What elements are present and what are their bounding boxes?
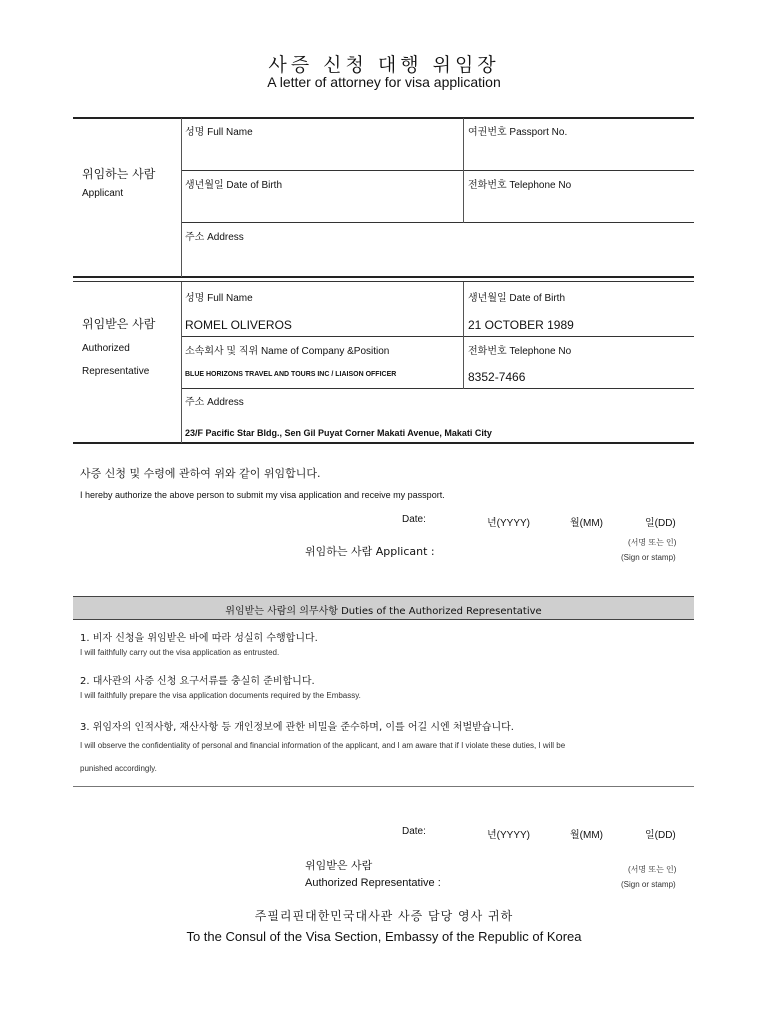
duties-bottom-border bbox=[73, 786, 694, 787]
authorization-statement-korean: 사증 신청 및 수령에 관하여 위와 같이 위임합니다. bbox=[80, 467, 321, 480]
applicant-row-divider-1 bbox=[181, 170, 694, 171]
duty-3-korean: 3. 위임자의 인적사항, 재산사항 등 개인정보에 관한 비밀을 준수하며, 이를 어길 시엔 처벌받습니다. bbox=[80, 722, 514, 733]
applicant-sign-english: (Sign or stamp) bbox=[621, 553, 676, 562]
duty-3-english-continued: punished accordingly. bbox=[80, 764, 157, 773]
authorization-statement-english: I hereby authorize the above person to submit my visa application and receive my passport. bbox=[80, 490, 445, 500]
representative-label-english-2: Representative bbox=[82, 366, 150, 377]
representative-row-divider-2 bbox=[181, 388, 694, 389]
applicant-row-divider-2 bbox=[181, 222, 694, 223]
representative-day-label: 일(DD) bbox=[645, 830, 676, 841]
applicant-address-label: 주소 Address bbox=[185, 232, 244, 243]
duty-1-korean: 1. 비자 신청을 위임받은 바에 따라 성실히 수행합니다. bbox=[80, 633, 318, 644]
footer-korean: 주필리핀대한민국대사관 사증 담당 영사 귀하 bbox=[254, 909, 514, 923]
representative-column-divider bbox=[463, 282, 464, 389]
duty-2-korean: 2. 대사관의 사증 신청 요구서류를 충실히 준비합니다. bbox=[80, 676, 315, 687]
applicant-month-label: 월(MM) bbox=[570, 518, 603, 529]
representative-year-label: 년(YYYY) bbox=[487, 830, 530, 841]
representative-label-divider bbox=[181, 282, 182, 443]
representative-telephone-label: 전화번호 Telephone No bbox=[468, 346, 572, 357]
representative-company-label: 소속회사 및 직위 Name of Company &Position bbox=[185, 346, 390, 357]
applicant-sign-korean: (서명 또는 인) bbox=[628, 538, 677, 547]
applicant-column-divider bbox=[463, 118, 464, 223]
applicant-label-divider bbox=[181, 118, 182, 277]
duties-title: 위임받는 사람의 의무사항 Duties of the Authorized Representative bbox=[225, 606, 542, 617]
representative-full-name-value: ROMEL OLIVEROS bbox=[185, 318, 292, 332]
representative-label-english-1: Authorized bbox=[82, 343, 130, 354]
representative-sign-english: (Sign or stamp) bbox=[621, 880, 676, 889]
representative-label-korean: 위임받은 사람 bbox=[82, 317, 156, 331]
applicant-passport-label: 여권번호 Passport No. bbox=[468, 127, 568, 138]
duty-1-english: I will faithfully carry out the visa application as entrusted. bbox=[80, 648, 280, 657]
duties-header bbox=[73, 596, 694, 620]
applicant-full-name-label: 성명 Full Name bbox=[185, 127, 253, 138]
representative-address-label: 주소 Address bbox=[185, 397, 244, 408]
representative-top-border bbox=[73, 281, 694, 282]
representative-date-label: Date: bbox=[402, 826, 426, 837]
applicant-bottom-border bbox=[73, 276, 694, 278]
representative-month-label: 월(MM) bbox=[570, 830, 603, 841]
representative-telephone-value: 8352-7466 bbox=[468, 370, 526, 384]
document-title-english: A letter of attorney for visa application bbox=[267, 74, 501, 90]
representative-signer-english: Authorized Representative : bbox=[305, 877, 441, 889]
applicant-signer-label: 위임하는 사람 Applicant : bbox=[305, 545, 435, 558]
applicant-label-korean: 위임하는 사람 bbox=[82, 167, 156, 181]
duty-3-english: I will observe the confidentiality of personal and financial information of the applicant, and I am aware that if I violate these duties, I will be bbox=[80, 741, 566, 750]
applicant-top-border bbox=[73, 117, 694, 119]
applicant-date-label: Date: bbox=[402, 514, 426, 525]
representative-company-value: BLUE HORIZONS TRAVEL AND TOURS INC / LIAISON OFFICER bbox=[185, 371, 397, 378]
applicant-dob-label: 생년월일 Date of Birth bbox=[185, 180, 282, 191]
representative-sign-korean: (서명 또는 인) bbox=[628, 865, 677, 874]
applicant-year-label: 년(YYYY) bbox=[487, 518, 530, 529]
representative-signer-korean: 위임받은 사람 bbox=[305, 859, 373, 872]
applicant-day-label: 일(DD) bbox=[645, 518, 676, 529]
applicant-telephone-label: 전화번호 Telephone No bbox=[468, 180, 572, 191]
duty-2-english: I will faithfully prepare the visa application documents required by the Embassy. bbox=[80, 691, 361, 700]
representative-address-value: 23/F Pacific Star Bldg., Sen Gil Puyat Corner Makati Avenue, Makati City bbox=[185, 428, 492, 438]
representative-full-name-label: 성명 Full Name bbox=[185, 293, 253, 304]
representative-row-divider-1 bbox=[181, 336, 694, 337]
document-title-korean: 사증 신청 대행 위임장 bbox=[268, 54, 500, 76]
applicant-label-english: Applicant bbox=[82, 188, 124, 199]
representative-bottom-border bbox=[73, 442, 694, 444]
representative-dob-value: 21 OCTOBER 1989 bbox=[468, 318, 574, 332]
footer-english: To the Consul of the Visa Section, Embassy of the Republic of Korea bbox=[186, 929, 582, 944]
representative-dob-label: 생년월일 Date of Birth bbox=[468, 293, 565, 304]
